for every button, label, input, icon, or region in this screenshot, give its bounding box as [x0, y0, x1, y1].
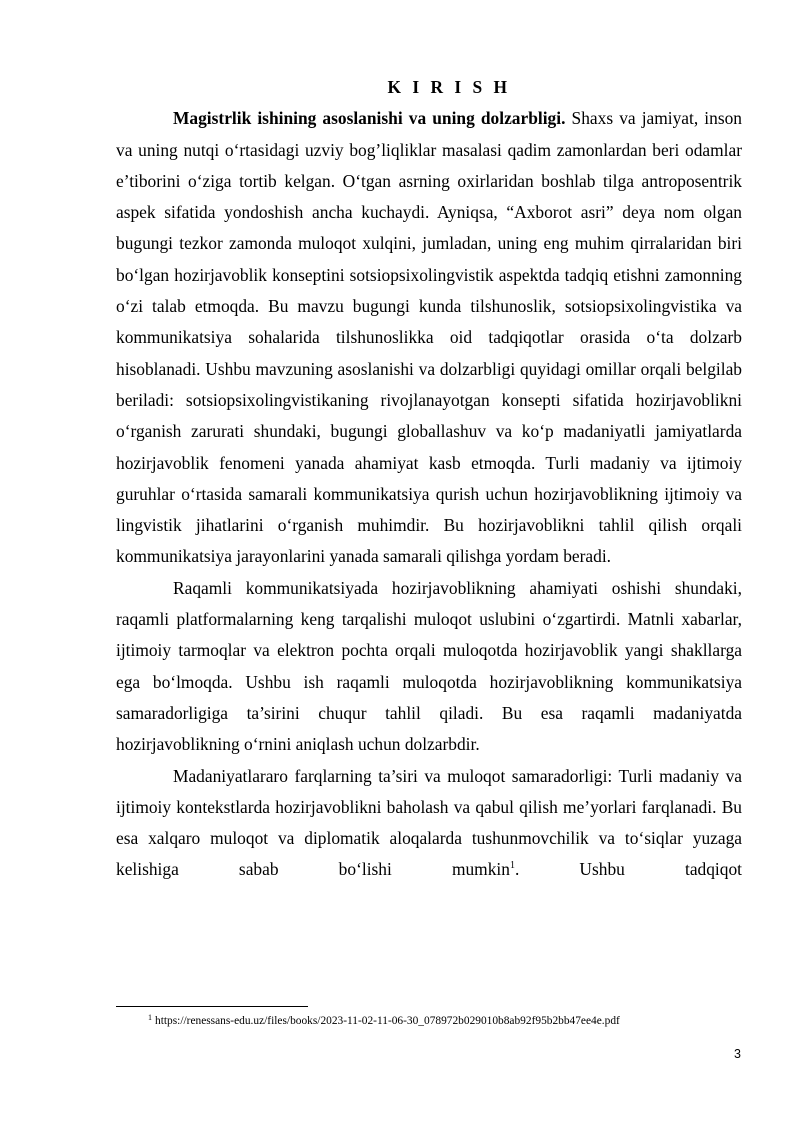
footnote-separator	[116, 1006, 308, 1007]
footnote	[148, 1014, 620, 1028]
paragraph-1-body: Shaxs va jamiyat, inson va uning nutqi o‘rtasidagi uzviy bog’liqliklar masalasi qadim zamonlardan beri odamlar e’tiborini o‘ziga tortib kelgan. O‘tgan asrning oxirlaridan boshlab tilga antroposentrik aspek sifatida yondoshish ancha kuchaydi. Ayniqsa, “Axborot asri” deya nom olgan bugungi tezkor zamonda muloqot xulqini, jumladan, uning eng muhim qirralaridan biri bo‘lgan hozirjavoblik konseptini sotsiopsixolingvistik aspektda tadqiq etishni zamonning o‘zi talab etmoqda. Bu mavzu bugungi kunda tilshunoslik, sotsiopsixolingvistika va kommunikatsiya sohalarida tilshunoslikka oid tadqiqotlar orasida o‘ta dolzarb hisoblanadi. Ushbu mavzuning asoslanishi va dolzarbligi quyidagi omillar orqali belgilab beriladi: sotsiopsixolingvistikaning rivojlanayotgan konsepti sifatida hozirjavoblikni o‘rganish zarurati shundaki, bugungi globallashuv va ko‘p madaniyatli jamiyatlarda hozirjavoblik fenomeni yanada ahamiyat kasb etmoqda. Turli madaniy va ijtimoiy guruhlar o‘rtasida samarali kommunikatsiya qurish uchun hozirjavoblikning ijtimoiy va lingvistik jihatlarini o‘rganish muhimdir. Bu hozirjavoblikni tahlil qilish orqali kommunikatsiya jarayonlarini yanada samarali qilishga yordam beradi.	[116, 108, 742, 567]
paragraph-3-body: Madaniyatlararo farqlarning ta’siri va muloqot samaradorligi: Turli madaniy va ijtimoiy kontekstlarda hozirjavoblikni baholash va qabul qilish me’yorlari farqlanadi. Bu esa xalqaro muloqot va diplomatik aloqalarda tushunmovchilik va to‘siqlar yuzaga kelishiga sabab bo‘lishi mumkin	[116, 765, 742, 880]
page-number: 3	[734, 1047, 741, 1061]
footnote-marker: 1	[148, 1013, 152, 1022]
section-heading: K I R I S H	[387, 77, 511, 97]
paragraph-1-lead: Magistrlik ishining asoslanishi va uning dolzarbligi.	[173, 108, 566, 129]
footnote-link[interactable]: https://renessans-edu.uz/files/books/2023-11-02-11-06-30_078972b029010b8ab92f95b2bb47ee4e.pdf	[155, 1015, 620, 1027]
paragraph-3	[116, 761, 742, 886]
paragraph-3-tail: . Ushbu tadqiqot	[514, 859, 742, 880]
paragraph-2: Raqamli kommunikatsiyada hozirjavoblikning ahamiyati oshishi shundaki, raqamli platformalarning keng tarqalishi muloqot uslubini o‘zgartirdi. Matnli xabarlar, ijtimoiy tarmoqlar va elektron pochta orqali muloqotda hozirjavoblik yangi shakllarga ega bo‘lmoqda. Ushbu ish raqamli muloqotda hozirjavoblikning kommunikatsiya samaradorligiga ta’sirini chuqur tahlil qiladi. Bu esa raqamli madaniyatda hozirjavoblikning o‘rnini aniqlash uchun dolzarbdir.	[116, 577, 742, 755]
paragraph-1	[116, 103, 742, 572]
footnote-reference[interactable]: 1	[509, 860, 515, 872]
main-text	[116, 72, 742, 886]
